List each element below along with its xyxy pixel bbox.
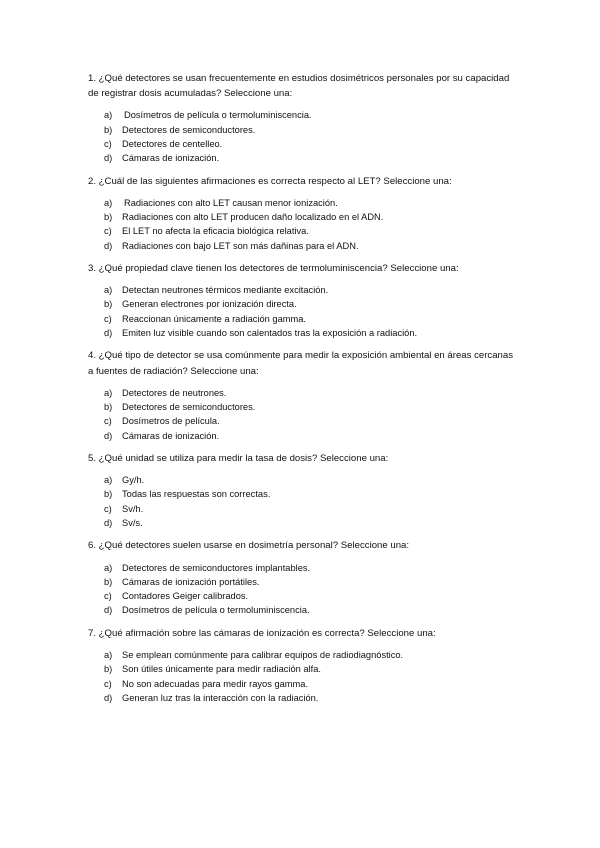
question-text: 6. ¿Qué detectores suelen usarse en dosimetría personal? Seleccione una: [88, 540, 410, 552]
option-c [88, 414, 518, 428]
option-text: Dosímetros de película o termoluminiscencia. [122, 605, 310, 616]
option-letter: a) [104, 387, 113, 398]
question-5 [88, 451, 518, 530]
option-c [88, 137, 518, 151]
option-b [88, 400, 518, 414]
option-letter: d) [104, 518, 113, 529]
option-list [88, 108, 518, 165]
option-text: Contadores Geiger calibrados. [122, 591, 249, 602]
option-a [88, 283, 518, 297]
option-text: Detectores de neutrones. [122, 387, 227, 398]
option-text: Detectores de semiconductores. [122, 402, 256, 413]
option-text: Se emplean comúnmente para calibrar equipos de radiodiagnóstico. [122, 649, 404, 660]
option-a [88, 196, 518, 210]
option-letter: a) [104, 197, 113, 208]
option-a [88, 648, 518, 662]
option-c [88, 502, 518, 516]
option-text: No son adecuadas para medir rayos gamma. [122, 678, 309, 689]
option-letter: c) [104, 678, 112, 689]
option-letter: c) [104, 416, 112, 427]
option-d [88, 239, 518, 253]
question-2 [88, 174, 518, 253]
question-7 [88, 626, 518, 705]
option-letter: b) [104, 576, 113, 587]
option-text: Reaccionan únicamente a radiación gamma. [122, 313, 306, 324]
option-text: El LET no afecta la eficacia biológica relativa. [122, 226, 309, 237]
option-letter: b) [104, 489, 113, 500]
option-letter: a) [104, 562, 113, 573]
option-text: Emiten luz visible cuando son calentados tras la exposición a radiación. [122, 328, 418, 339]
option-letter: a) [104, 285, 113, 296]
question-3 [88, 261, 518, 340]
option-a [88, 108, 518, 122]
option-text: Detectan neutrones térmicos mediante excitación. [122, 285, 329, 296]
option-b [88, 123, 518, 137]
option-text: Radiaciones con alto LET causan menor ionización. [124, 197, 338, 208]
option-text: Detectores de semiconductores. [122, 124, 256, 135]
option-text: Dosímetros de película. [122, 416, 220, 427]
option-list [88, 196, 518, 253]
option-text: Cámaras de ionización. [122, 153, 220, 164]
option-c [88, 589, 518, 603]
option-d [88, 603, 518, 617]
option-text: Cámaras de ionización portátiles. [122, 576, 260, 587]
option-text: Son útiles únicamente para medir radiación alfa. [122, 664, 321, 675]
option-list [88, 386, 518, 443]
option-b [88, 662, 518, 676]
option-letter: c) [104, 503, 112, 514]
option-text: Radiaciones con alto LET producen daño localizado en el ADN. [122, 212, 384, 223]
option-letter: c) [104, 226, 112, 237]
option-letter: c) [104, 591, 112, 602]
option-text: Detectores de centelleo. [122, 139, 223, 149]
option-letter: b) [104, 299, 113, 310]
option-b [88, 575, 518, 589]
option-text: Detectores de semiconductores implantables. [122, 562, 311, 573]
option-letter: b) [104, 402, 113, 413]
option-a [88, 473, 518, 487]
option-letter: d) [104, 430, 113, 441]
option-text: Dosímetros de película o termoluminiscencia. [124, 110, 312, 121]
option-letter: d) [104, 692, 113, 703]
option-d [88, 151, 518, 165]
option-d [88, 429, 518, 443]
option-letter: b) [104, 212, 113, 223]
option-letter: d) [104, 240, 113, 251]
option-text: Generan electrones por ionización directa. [122, 299, 297, 310]
question-text: 3. ¿Qué propiedad clave tienen los detectores de termoluminiscencia? Seleccione una: [88, 262, 459, 274]
option-text: Generan luz tras la interacción con la radiación. [122, 692, 319, 703]
option-letter: c) [104, 313, 112, 324]
option-b [88, 210, 518, 224]
option-text: Radiaciones con bajo LET son más dañinas para el ADN. [122, 240, 359, 251]
option-list [88, 473, 518, 530]
question-text: 1. ¿Qué detectores se usan frecuentemente en estudios dosimétricos personales por su capacidad de registrar dosis acumuladas? Seleccione una: [88, 73, 510, 100]
option-a [88, 561, 518, 575]
option-d [88, 691, 518, 705]
option-d [88, 516, 518, 530]
option-c [88, 677, 518, 691]
option-letter: c) [104, 139, 112, 149]
option-text: Todas las respuestas son correctas. [122, 489, 271, 500]
question-text: 4. ¿Qué tipo de detector se usa comúnmente para medir la exposición ambiental en áreas cercanas a fuentes de radiación? Seleccione una: [88, 350, 514, 377]
option-c [88, 224, 518, 238]
option-text: Cámaras de ionización. [122, 430, 220, 441]
question-text: 2. ¿Cuál de las siguientes afirmaciones es correcta respecto al LET? Seleccione una: [88, 175, 452, 187]
option-list [88, 283, 518, 340]
option-list [88, 648, 518, 705]
question-1 [88, 71, 518, 166]
option-text: Gy/h. [122, 475, 145, 486]
option-letter: d) [104, 328, 113, 339]
option-d [88, 326, 518, 340]
quiz-content [88, 71, 518, 713]
option-list [88, 561, 518, 618]
option-letter: d) [104, 153, 113, 164]
option-letter: a) [104, 475, 113, 486]
option-letter: d) [104, 605, 113, 616]
option-letter: b) [104, 124, 113, 135]
option-b [88, 297, 518, 311]
question-text: 7. ¿Qué afirmación sobre las cámaras de ionización es correcta? Seleccione una: [88, 627, 436, 639]
option-letter: b) [104, 664, 113, 675]
option-text: Sv/h. [122, 503, 144, 514]
option-a [88, 386, 518, 400]
question-6 [88, 538, 518, 617]
option-letter: a) [104, 649, 113, 660]
question-text: 5. ¿Qué unidad se utiliza para medir la tasa de dosis? Seleccione una: [88, 452, 389, 464]
option-b [88, 487, 518, 501]
option-letter: a) [104, 110, 113, 121]
option-c [88, 312, 518, 326]
option-text: Sv/s. [122, 518, 143, 529]
question-4 [88, 348, 518, 443]
